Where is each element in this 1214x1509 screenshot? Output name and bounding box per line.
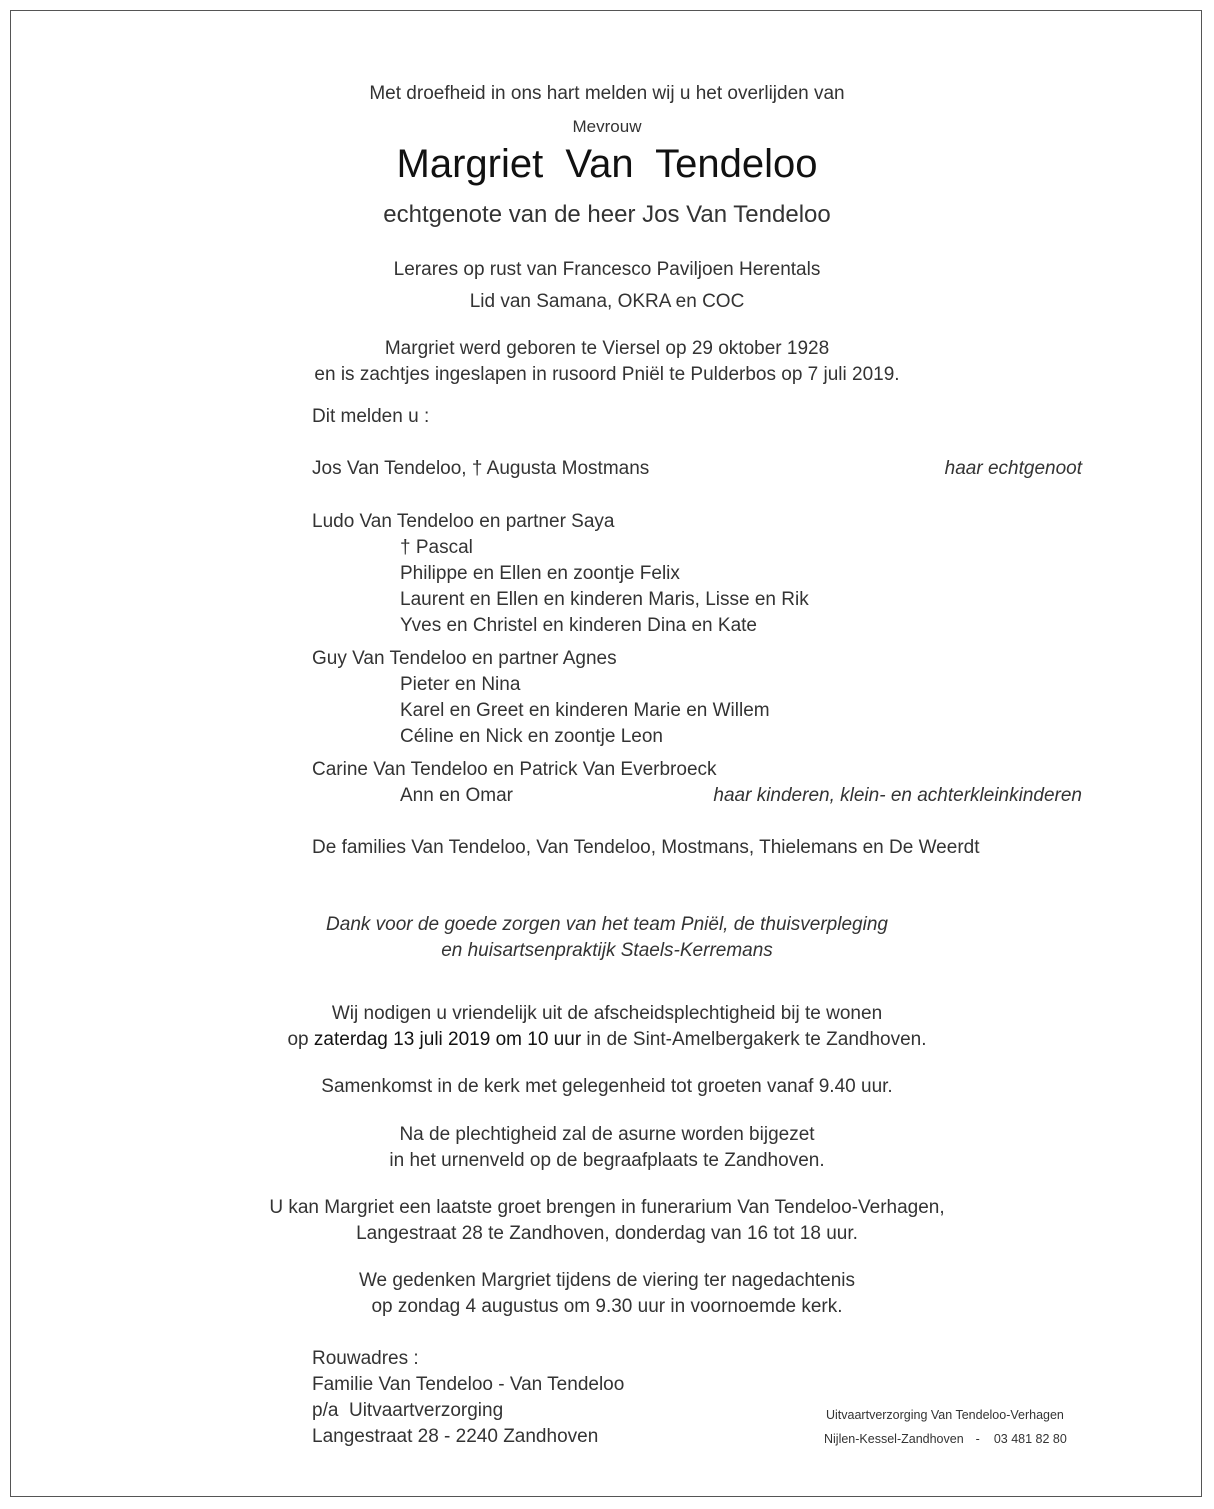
husband-relation: haar echtgenoot: [944, 458, 1082, 479]
undertaker-phone: 03 481 82 80: [993, 1432, 1067, 1446]
memorial-line-2: op zondag 4 augustus om 9.30 uur in voornoemde kerk.: [371, 1296, 843, 1317]
child-guy: Guy Van Tendeloo en partner Agnes: [312, 648, 617, 669]
grandchild-line: Pieter en Nina: [400, 674, 521, 695]
intro-text: Met droefheid in ons hart melden wij u het overlijden van: [369, 83, 845, 104]
invite-line-2: op zaterdag 13 juli 2019 om 10 uur in de Sint-Amelbergakerk te Zandhoven.: [287, 1029, 927, 1050]
undertaker-name: Uitvaartverzorging Van Tendeloo-Verhagen: [826, 1408, 1064, 1422]
grandchild-line: † Pascal: [400, 537, 473, 558]
grandchild-line: Yves en Christel en kinderen Dina en Kate: [400, 615, 757, 636]
ceremony-datetime: zaterdag 13 juli 2019 om 10 uur: [313, 1029, 582, 1050]
spouse-line: echtgenote van de heer Jos Van Tendeloo: [383, 201, 831, 228]
grandchild-line: Philippe en Ellen en zoontje Felix: [400, 563, 680, 584]
address-line: Langestraat 28 - 2240 Zandhoven: [312, 1426, 599, 1447]
grandchild-line: Laurent en Ellen en kinderen Maris, Lisse en Rik: [400, 589, 809, 610]
birth-line: Margriet werd geboren te Viersel op 29 oktober 1928: [384, 338, 830, 359]
title-prefix: Mevrouw: [572, 117, 642, 136]
families-line: De families Van Tendeloo, Van Tendeloo, Mostmans, Thielemans en De Weerdt: [312, 837, 980, 858]
child-ludo: Ludo Van Tendeloo en partner Saya: [312, 511, 615, 532]
undertaker-location: Nijlen-Kessel-Zandhoven: [824, 1432, 964, 1446]
urn-line-2: in het urnenveld op de begraafplaats te Zandhoven.: [389, 1150, 825, 1171]
visit-line-2: Langestraat 28 te Zandhoven, donderdag van 16 tot 18 uur.: [356, 1223, 858, 1244]
children-relation: haar kinderen, klein- en achterkleinkinderen: [713, 785, 1082, 806]
husband-names: Jos Van Tendeloo, † Augusta Mostmans: [312, 458, 650, 479]
urn-line-1: Na de plechtigheid zal de asurne worden bijgezet: [399, 1124, 815, 1145]
role-line-2: Lid van Samana, OKRA en COC: [469, 291, 745, 312]
visit-line-1: U kan Margriet een laatste groet brengen in funerarium Van Tendeloo-Verhagen,: [269, 1197, 945, 1218]
grandchild-line: Karel en Greet en kinderen Marie en Willem: [400, 700, 770, 721]
grandchild-line: Céline en Nick en zoontje Leon: [400, 726, 664, 747]
announce-line: Dit melden u :: [312, 406, 430, 427]
undertaker-contact: Nijlen-Kessel-Zandhoven - 03 481 82 80: [824, 1432, 1067, 1446]
grandchild-line: Ann en Omar: [400, 785, 513, 806]
gathering-line: Samenkomst in de kerk met gelegenheid tot groeten vanaf 9.40 uur.: [321, 1076, 893, 1097]
address-label: Rouwadres :: [312, 1348, 419, 1369]
role-line-1: Lerares op rust van Francesco Paviljoen Herentals: [393, 259, 821, 280]
thanks-line-1: Dank voor de goede zorgen van het team Pniël, de thuisverpleging: [326, 914, 888, 935]
memorial-line-1: We gedenken Margriet tijdens de viering ter nagedachtenis: [358, 1270, 856, 1291]
thanks-line-2: en huisartsenpraktijk Staels-Kerremans: [441, 940, 773, 961]
child-carine: Carine Van Tendeloo en Patrick Van Everbroeck: [312, 759, 717, 780]
death-line: en is zachtjes ingeslapen in rusoord Pniël te Pulderbos op 7 juli 2019.: [314, 364, 900, 385]
deceased-name: Margriet Van Tendeloo: [396, 142, 818, 186]
address-line: p/a Uitvaartverzorging: [312, 1400, 504, 1421]
address-line: Familie Van Tendeloo - Van Tendeloo: [312, 1374, 625, 1395]
invite-line-1: Wij nodigen u vriendelijk uit de afscheidsplechtigheid bij te wonen: [331, 1003, 883, 1024]
